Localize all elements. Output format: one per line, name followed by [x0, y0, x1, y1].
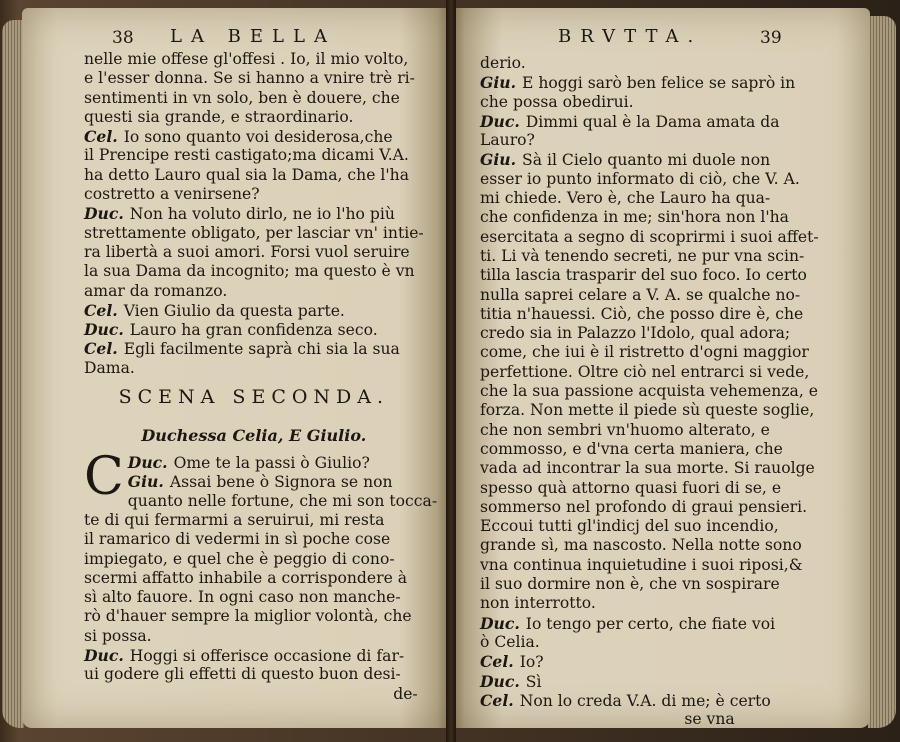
line-text: Assai bene ò Signora se non: [169, 473, 393, 492]
text-line: [480, 247, 819, 266]
line-text: Non lo creda V.A. di me; è certo: [519, 691, 771, 710]
line-text: Dimmi qual è la Dama amata da: [525, 112, 780, 131]
line-text: Lauro?: [480, 131, 535, 150]
line-text: Dama.: [84, 358, 135, 377]
line-text: esercitata a segno di scoprirmi i suoi affet-: [480, 227, 819, 246]
text-line: [84, 127, 424, 146]
speaker-label: Duc.: [127, 453, 168, 473]
text-line: [480, 305, 819, 324]
left-page-number: 38: [112, 28, 134, 48]
line-text: come, che iui è il ristretto d'ogni maggior: [480, 343, 809, 362]
line-text: ui godere gli effetti di questo buon desi-: [84, 665, 401, 684]
text-line: [480, 189, 819, 208]
text-line: [480, 459, 819, 478]
line-text: Io?: [519, 653, 544, 672]
text-line: [480, 382, 819, 401]
text-line: [84, 185, 424, 204]
text-line: [480, 150, 819, 169]
line-text: Sà il Cielo quanto mi duole non: [522, 151, 771, 170]
text-line: [84, 108, 424, 127]
text-line: [480, 73, 819, 92]
line-text: commosso, e d'vna certa maniera, che: [480, 439, 783, 458]
text-line: [480, 691, 819, 710]
speaker-label: Duc.: [480, 111, 520, 131]
line-text: esser io punto informato di ciò, che V. A.: [480, 169, 800, 188]
line-text: il Prencipe resti castigato;ma dicami V.A.: [84, 146, 409, 165]
speaker-label: Duc.: [84, 646, 124, 666]
drop-cap: C: [84, 447, 124, 508]
text-line: [480, 363, 819, 382]
line-text: rò d'hauer sempre la miglior volontà, che: [84, 607, 412, 626]
speaker-label: Cel.: [84, 127, 118, 147]
text-line: [84, 627, 424, 646]
right-page: [452, 8, 870, 728]
line-text: tilla lascia trasparir del suo foco. Io certo: [480, 266, 807, 285]
text-line: [480, 324, 819, 343]
speaker-label: Cel.: [480, 690, 514, 710]
text-line: [84, 69, 424, 88]
line-text: e l'esser donna. Se si hanno a vnire trè ri-: [84, 69, 415, 88]
line-text: ha detto Lauro qual sia la Dama, che l'ha: [84, 165, 410, 184]
right-page-edges: [868, 16, 896, 728]
text-line: [480, 93, 819, 112]
text-line: [84, 569, 424, 588]
line-text: che confidenza in me; sin'hora non l'ha: [480, 208, 789, 227]
text-line: [84, 511, 424, 530]
text-line: [84, 262, 424, 281]
scene-cast: Duchessa Celia, E Giulio.: [141, 426, 367, 446]
text-line: [84, 530, 424, 549]
text-line: [84, 646, 424, 665]
speaker-label: Duc.: [84, 204, 124, 224]
text-line: [480, 536, 819, 555]
text-line: [480, 131, 819, 150]
left-page-text: [84, 50, 438, 704]
text-line: [84, 243, 424, 262]
line-text: Hoggi si offerisce occasione di far-: [129, 647, 405, 666]
line-text: Egli facilmente saprà chi sia la sua: [123, 340, 400, 359]
line-text: Eccoui tutti gl'indicj del suo incendio,: [480, 517, 779, 536]
speaker-label: Duc.: [480, 613, 520, 633]
speaker-label: Giu.: [127, 472, 164, 492]
text-line: [480, 54, 819, 73]
text-line: [480, 208, 819, 227]
line-text: ti. Li và tenendo secreti, ne pur vna scin-: [480, 246, 805, 265]
text-line: [84, 550, 424, 569]
line-text: te di qui fermarmi a seruirui, mi resta: [84, 510, 385, 529]
text-line: [480, 228, 819, 247]
line-text: Lauro ha gran confidenza seco.: [129, 321, 378, 340]
text-line: [84, 339, 424, 358]
line-text: Io sono quanto voi desiderosa,che: [123, 128, 393, 147]
line-text: spesso quà attorno quasi fuori di se, e: [480, 478, 782, 497]
text-line: [84, 320, 424, 339]
text-line: [84, 453, 424, 472]
text-line: [84, 89, 424, 108]
line-text: si possa.: [84, 626, 152, 645]
text-line: [84, 491, 438, 511]
right-running-head: BRVTTA.: [558, 26, 703, 47]
text-line: [480, 556, 819, 575]
line-text: che possa obedirui.: [480, 92, 634, 111]
text-line: [480, 343, 819, 362]
book-gutter: [446, 0, 456, 742]
line-text: credo sia in Palazzo l'Idolo, qual adora;: [480, 324, 791, 343]
text-line: [480, 633, 819, 652]
text-line: [480, 517, 819, 536]
drop-cap-block: [84, 447, 438, 530]
text-line: [480, 652, 819, 671]
text-line: [480, 421, 819, 440]
text-line: [480, 170, 819, 189]
line-text: questi sia grande, e straordinario.: [84, 107, 354, 126]
text-line: [480, 594, 819, 613]
speaker-label: Cel.: [480, 652, 514, 672]
line-text: il suo dormire non è, che vn sospirare: [480, 575, 780, 594]
text-line: [84, 359, 424, 378]
line-text: perfettione. Oltre ciò nel entrarci si vede,: [480, 362, 810, 381]
line-text: nelle mie offese gl'offesi . Io, il mio volto,: [84, 50, 409, 68]
line-text: ò Celia.: [480, 632, 540, 651]
line-text: costretto a venirsene?: [84, 185, 260, 204]
text-line: [84, 282, 424, 301]
left-catchword: de-: [393, 684, 418, 703]
line-text: Non ha voluto dirlo, ne io l'ho più: [129, 205, 395, 224]
line-text: vna continua inquietudine i suoi riposi,&: [480, 555, 803, 574]
text-line: [480, 440, 819, 459]
text-line: [84, 146, 424, 165]
line-text: Io tengo per certo, che fiate voi: [525, 614, 776, 633]
right-page-number: 39: [760, 28, 782, 48]
right-catchword: se vna: [684, 710, 735, 728]
line-text: sommerso nel profondo di graui pensieri.: [480, 497, 808, 516]
line-text: vada ad incontrar la sua morte. Si rauolge: [480, 459, 815, 478]
text-line: [84, 665, 424, 684]
text-line: [84, 166, 424, 185]
text-line: [480, 614, 819, 633]
speaker-label: Giu.: [480, 150, 517, 170]
text-line: [480, 112, 819, 131]
speaker-label: Cel.: [84, 300, 118, 320]
text-line: [84, 50, 424, 69]
speaker-label: Giu.: [480, 73, 517, 93]
text-line: [480, 479, 819, 498]
line-text: quanto nelle fortune, che mi son tocca-: [127, 491, 438, 510]
text-line: [480, 575, 819, 594]
right-page-text: [480, 54, 819, 728]
line-text: mi chiede. Vero è, che Lauro ha qua-: [480, 189, 771, 208]
line-text: sentimenti in vn solo, ben è douere, che: [84, 88, 400, 107]
line-text: derio.: [480, 54, 526, 72]
speaker-label: Cel.: [84, 339, 118, 359]
line-text: impiegato, e quel che è peggio di cono-: [84, 549, 395, 568]
line-text: nulla saprei celare a V. A. se qualche no-: [480, 285, 801, 304]
line-text: non interrotto.: [480, 594, 596, 613]
line-text: che la sua passione acquista vehemenza, e: [480, 382, 818, 401]
line-text: scermi affatto inhabile a corrispondere à: [84, 568, 408, 587]
left-page-edges: [2, 20, 24, 728]
line-text: il ramarico di vedermi in sì poche cose: [84, 530, 391, 549]
line-text: che non sembri vn'huomo alterato, e: [480, 420, 770, 439]
text-line: [480, 401, 819, 420]
speaker-label: Duc.: [84, 320, 124, 340]
line-text: Vien Giulio da questa parte.: [123, 301, 345, 320]
text-line: [480, 672, 819, 691]
line-text: E hoggi sarò ben felice se saprò in: [522, 74, 796, 93]
left-running-head: LA BELLA: [170, 26, 336, 47]
text-line: [84, 204, 424, 223]
text-line: [84, 224, 424, 243]
text-line: [480, 266, 819, 285]
line-text: forza. Non mette il piede sù queste soglie,: [480, 401, 815, 420]
text-line: [84, 301, 424, 320]
line-text: titia n'hauessi. Ciò, che posso dire è, che: [480, 304, 804, 323]
scene-title: SCENA SECONDA.: [118, 386, 390, 409]
line-text: sì alto fauore. In ogni caso non manche-: [84, 588, 401, 607]
line-text: amar da romanzo.: [84, 281, 228, 300]
line-text: Sì: [525, 672, 542, 691]
text-line: [480, 286, 819, 305]
text-line: [480, 498, 819, 517]
text-line: [84, 588, 424, 607]
line-text: grande sì, ma nascosto. Nella notte sono: [480, 536, 802, 555]
line-text: strettamente obligato, per lasciar vn' intie-: [84, 223, 424, 242]
line-text: Ome te la passi ò Giulio?: [173, 454, 370, 473]
left-page: [22, 8, 450, 728]
line-text: ra libertà a suoi amori. Forsi vuol seruire: [84, 242, 410, 261]
text-line: [84, 472, 424, 491]
text-line: [84, 607, 424, 626]
line-text: la sua Dama da incognito; ma questo è vn: [84, 262, 415, 281]
speaker-label: Duc.: [480, 671, 520, 691]
